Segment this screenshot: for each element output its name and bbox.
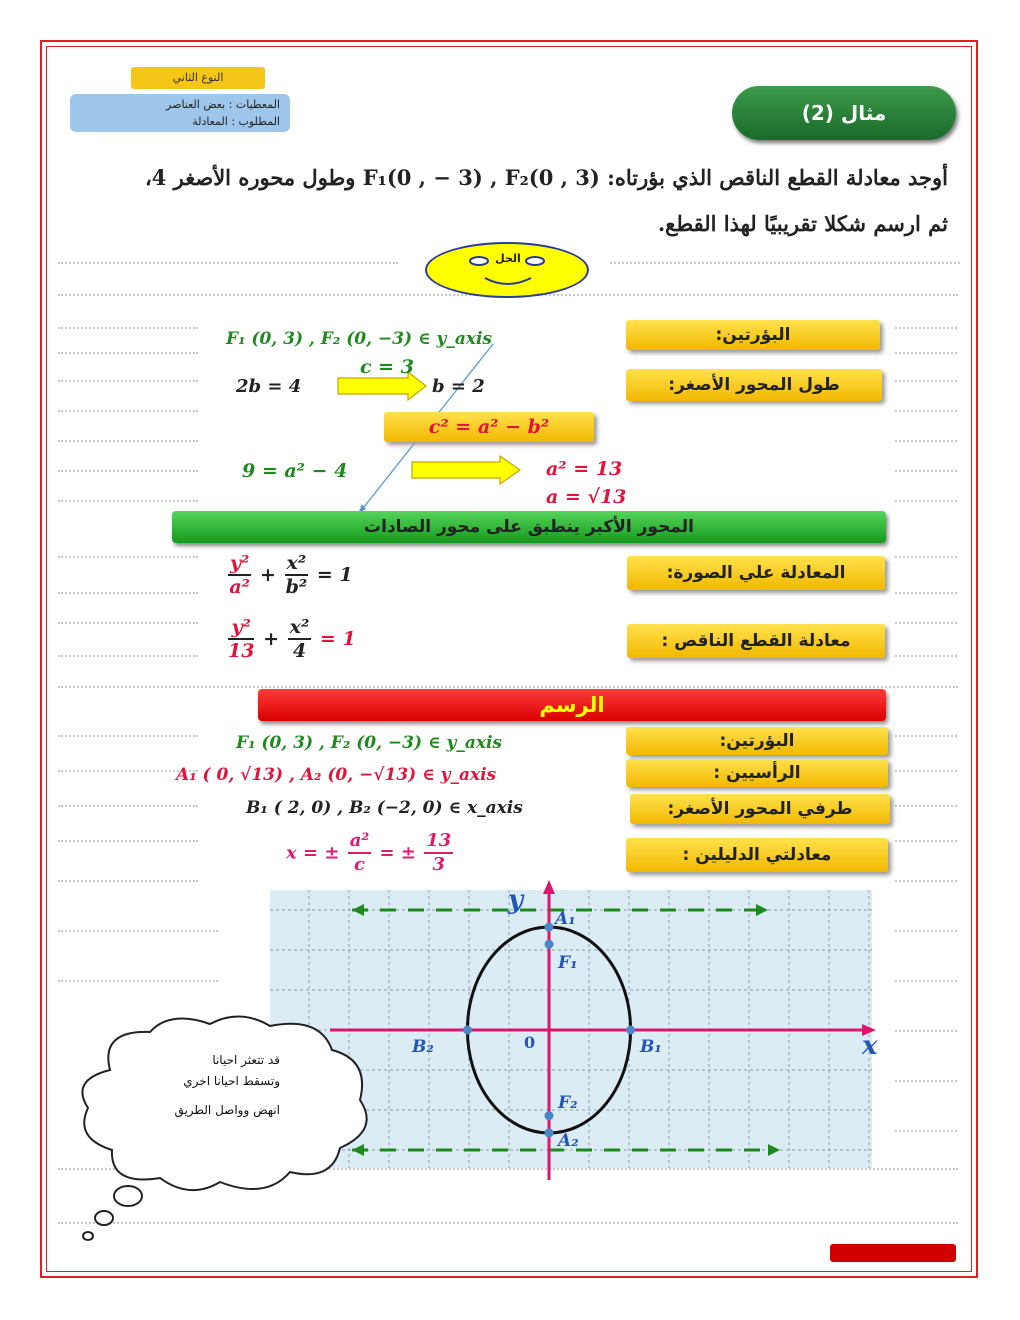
F1-point: [545, 940, 554, 949]
bubble-line-3: انهض وواصل الطريق: [174, 1103, 280, 1117]
question-line-1: أوجد معادلة القطع الناقص الذي بؤرتاه: F₁(0 , − 3) , F₂(0 , 3) وطول محوره الأصغر 4،: [144, 165, 948, 190]
A2-label: A₂: [558, 1131, 579, 1151]
origin-label: 0: [524, 1033, 536, 1052]
b-result: b = 2: [432, 376, 485, 397]
denominator: c: [354, 854, 365, 875]
plus-sign: +: [260, 564, 276, 586]
required-line: المطلوب : المعادلة: [192, 115, 280, 128]
drawing-title: الرسم: [258, 689, 886, 721]
bubble-dot: [95, 1211, 113, 1225]
example-title: مثال (2): [732, 86, 956, 140]
given-line: المعطيات : بعض العناصر: [166, 98, 280, 111]
numerator: x²: [289, 616, 310, 638]
relation-box: c² = a² − b²: [384, 412, 594, 442]
foci-expression: F₁ (0, 3) , F₂ (0, −3) ∈ y_axis: [226, 329, 493, 349]
bubble-text: [110, 1050, 280, 1121]
denominator: 3: [432, 854, 446, 875]
numerator: x²: [286, 552, 307, 574]
B2-point: [463, 1026, 472, 1035]
form-label: المعادلة علي الصورة:: [627, 556, 885, 590]
question-line-2: ثم ارسم شكلا تقريبيًا لهذا القطع.: [657, 211, 948, 236]
bubble-dot: [114, 1186, 142, 1206]
denominator: 13: [228, 640, 255, 662]
major-axis-note: المحور الأكبر ينطبق على محور الصادات: [172, 511, 886, 543]
equals-one: = 1: [316, 564, 353, 586]
denominator: 4: [292, 640, 307, 662]
thought-bubble: [70, 1010, 390, 1250]
A1-point: [545, 923, 554, 932]
drawing-foci-expression: F₁ (0, 3) , F₂ (0, −3) ∈ y_axis: [236, 733, 503, 753]
y-axis-label: y: [508, 885, 524, 915]
drawing-foci-label: البؤرتين:: [626, 727, 888, 755]
ellipse-eq-label: معادلة القطع الناقص :: [627, 624, 885, 658]
directrix-mid: = ±: [379, 842, 416, 864]
numerator: a²: [348, 830, 372, 854]
minor-axis-label: طول المحور الأصغر:: [626, 369, 882, 401]
denominator: a²: [229, 576, 250, 598]
minor-axis-eq: 2b = 4: [236, 376, 302, 397]
A2-point: [545, 1128, 554, 1137]
B1-point: [626, 1026, 635, 1035]
directrix-label: معادلتي الدليلين :: [626, 838, 888, 872]
substitution: 9 = a² − 4: [242, 460, 348, 482]
a-result: a = √13: [546, 486, 627, 508]
x-axis-label: x: [862, 1031, 878, 1061]
F2-point: [545, 1111, 554, 1120]
bubble-line-2: وتسقط احيانا اخري: [183, 1074, 280, 1088]
page-number-bar: [830, 1244, 956, 1262]
denominator: b²: [285, 576, 308, 598]
y-axis-arrowhead: [543, 880, 555, 894]
foci-label: البؤرتين:: [626, 320, 880, 350]
B1-label: B₁: [640, 1037, 662, 1057]
F2-label: F₂: [558, 1093, 578, 1113]
bubble-dot: [83, 1232, 93, 1240]
vertices-expression: A₁ ( 0, √13) , A₂ (0, −√13) ∈ y_axis: [176, 765, 497, 785]
c-value: c = 3: [360, 356, 414, 378]
equals-one: = 1: [319, 628, 356, 650]
F1-label: F₁: [558, 953, 578, 973]
numerator: y²: [228, 616, 254, 640]
a-squared-result: a² = 13: [546, 458, 623, 480]
minor-ends-expression: B₁ ( 2, 0) , B₂ (−2, 0) ∈ x_axis: [246, 798, 523, 818]
A1-label: A₁: [555, 909, 576, 929]
solution-label: الحل: [495, 252, 521, 265]
plus-sign: +: [263, 628, 279, 650]
B2-label: B₂: [412, 1037, 434, 1057]
vertices-label: الرأسيين :: [626, 759, 888, 787]
type-tag: النوع الثاني: [131, 67, 265, 89]
bubble-line-1: قد تتعثر احيانا: [212, 1053, 280, 1067]
directrix-lhs: x = ±: [286, 842, 340, 864]
minor-ends-label: طرفي المحور الأصغر:: [630, 794, 890, 824]
numerator: y²: [230, 552, 250, 574]
numerator: 13: [424, 830, 453, 854]
